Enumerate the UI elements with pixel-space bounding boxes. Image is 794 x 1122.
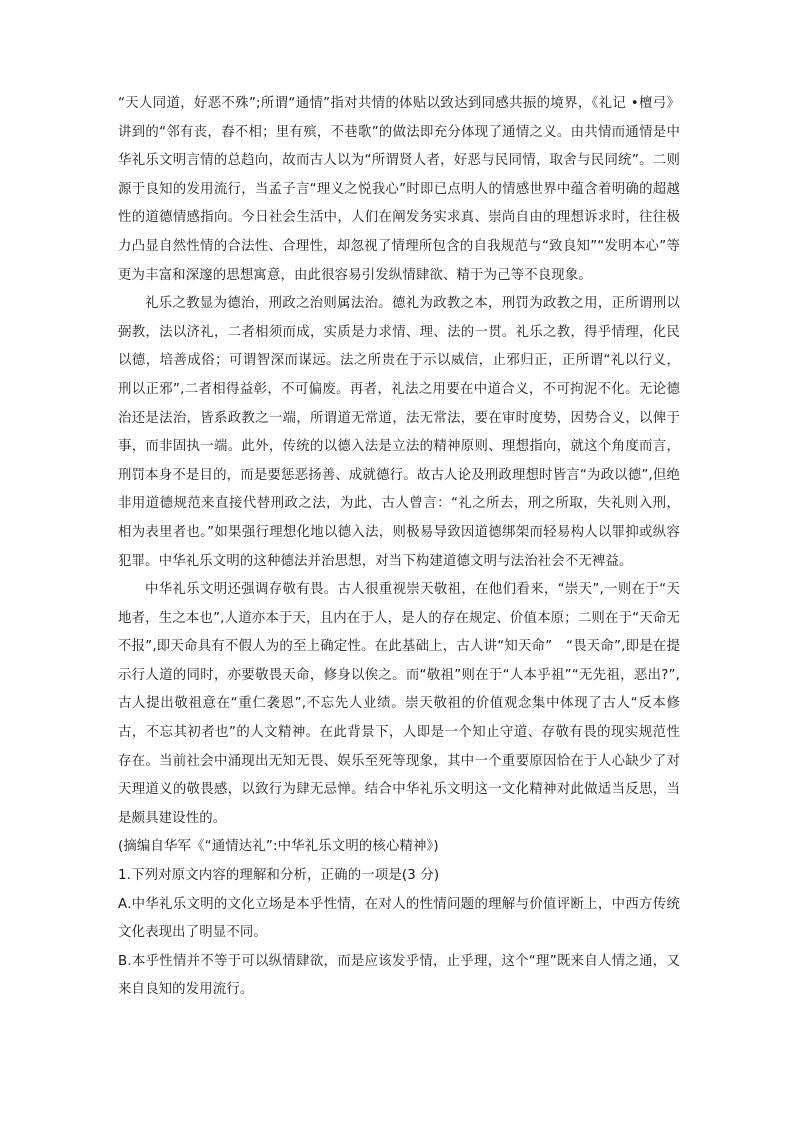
paragraph-tongqing: “天人同道，好恶不殊”;所谓“通情”指对共情的体贴以致达到同感共振的境界，《礼记 •檀弓》讲到的“邻有丧，舂不相；里有殡，不巷歌”的做法即充分体现了通情之义。由共情而通情是中华礼乐文明言情的总趋向，故而古人以为“所谓贤人者，好恶与民同情，取舍与民同统”。二则源于良知的发用流行，当孟子言“理义之悦我心”时即已点明人的情感世界中蕴含着明确的超越性的道德情感指向。今日社会生活中，人们在阐发务实求真、崇尚自由的理想诉求时，往往极力凸显自然性情的合法性、合理性，却忽视了情理所包含的自我规范与“致良知”“发明本心”等更为丰富和深邃的思想寓意，由此很容易引发纵情肆欲、精于为己等不良现象。 bbox=[118, 96, 680, 283]
paragraph-dezhi-fazhi: 礼乐之教显为德治，刑政之治则属法治。德礼为政教之本，刑罚为政教之用，正所谓刑以弼教，法以济礼，二者相须而成，实质是力求情、理、法的一贯。礼乐之教，得乎情理，化民以德，培善成俗；可谓智深而谋远。法之所贵在于示以威信，止邪归正，正所谓“礼以行义，刑以正邪”,二者相得益彰，不可偏废。再者，礼法之用要在中道合义，不可拘泥不化。无论德治还是法治，皆系政教之一端，所谓道无常道，法无常法，要在审时度势，因势合义，以俾于事，而非固执一端。此外，传统的以德入法是立法的精神原则、理想指向，就这个角度而言，刑罚本身不是目的，而是要惩恶扬善、成就德行。故古人论及刑政理想时皆言“为政以德”,但绝非用道德规范来直接代替刑政之法，为此，古人曾言：“礼之所去，刑之所取，失礼则入刑，相为表里者也。”如果强行理想化地以德入法，则极易导致因道德绑架而轻易构人以罪抑或纵容犯罪。中华礼乐文明的这种德法并治思想，对当下构建道德文明与法治社会不无裨益。 bbox=[118, 296, 680, 569]
option-a: A.中华礼乐文明的文化立场是本乎性情，在对人的性情问题的理解与价值评断上，中西方传统文化表现出了明显不同。 bbox=[118, 896, 680, 941]
document-page bbox=[118, 90, 680, 1005]
option-b: B.本乎性情并不等于可以纵情肆欲，而是应该发乎情，止乎理，这个“理”既来自人情之通，又来自良知的发用流行。 bbox=[118, 953, 680, 998]
paragraph-jingwei: 中华礼乐文明还强调存敬有畏。古人很重视崇天敬祖，在他们看来，“崇天”,一则在于“天地者，生之本也”,人道亦本于天，且内在于人，是人的存在规定、价值本原；二则在于“天命无不报”,即天命具有不假人为的至上确定性。在此基础上，古人讲“知天命” “畏天命”,即是在提示行人道的同时，亦要敬畏天命，修身以俟之。而“敬祖”则在于“人本乎祖”“无先祖，恶出?”,古人提出敬祖意在“重仁袭恩”,不忘先人业绩。崇天敬祖的价值观念集中体现了古人“反本修古，不忘其初者也”的人文精神。在此背景下，人即是一个知止守道、存敬有畏的现实规范性存在。当前社会中涌现出无知无畏、娱乐至死等现象，其中一个重要原因恰在于人心缺少了对天理道义的敬畏感，以致行为肆无忌惮。结合中华礼乐文明这一文化精神对此做适当反思，当是颇具建设性的。 bbox=[118, 582, 680, 826]
source-citation: (摘编自华军《“通情达礼”:中华礼乐文明的核心精神》) bbox=[118, 839, 439, 855]
question-stem: 1.下列对原文内容的理解和分析，正确的一项是(3 分) bbox=[118, 868, 440, 884]
